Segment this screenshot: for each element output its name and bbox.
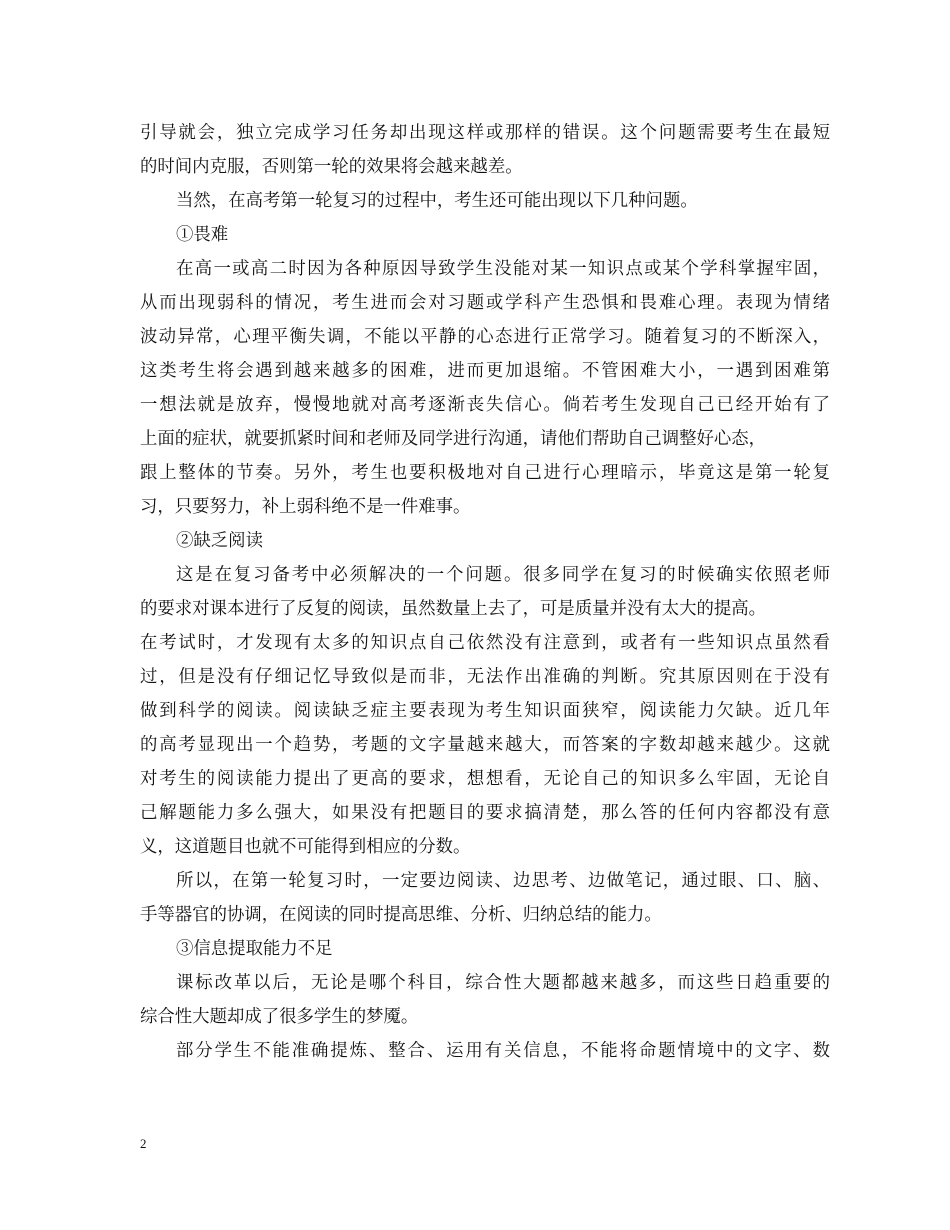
text-line: 这是在复习备考中必须解决的一个问题。很多同学在复习的时候确实依照老师 [176,565,830,585]
text-line: 所以，在第一轮复习时，一定要边阅读、边思考、边做笔记，通过眼、口、脑、 [176,871,830,891]
text-line: 义，这道题目也就不可能得到相应的分数。 [140,837,471,857]
text-line: 过，但是没有仔细记忆导致似是而非，无法作出准确的判断。究其原因则在于没有 [140,667,830,687]
text-line: 的时间内克服，否则第一轮的效果将会越来越差。 [140,157,523,177]
text-line: 部分学生不能准确提炼、整合、运用有关信息，不能将命题情境中的文字、数 [176,1041,830,1061]
text-line: 综合性大题却成了很多学生的梦魇。 [140,1007,419,1027]
text-line: 做到科学的阅读。阅读缺乏症主要表现为考生知识面狭窄，阅读能力欠缺。近几年 [140,701,830,721]
text-line: 引导就会，独立完成学习任务却出现这样或那样的错误。这个问题需要考生在最短 [140,123,830,143]
page-number: 2 [140,1136,147,1151]
text-line: 在考试时，才发现有太多的知识点自己依然没有注意到，或者有一些知识点虽然看 [140,633,830,653]
text-line: 上面的症状，就要抓紧时间和老师及同学进行沟通，请他们帮助自己调整好心态， [140,429,767,449]
text-line: 一想法就是放弃，慢慢地就对高考逐渐丧失信心。倘若考生发现自己已经开始有了 [140,395,830,415]
text-line: ②缺乏阅读 [176,531,263,551]
text-line: 在高一或高二时因为各种原因导致学生没能对某一知识点或某个学科掌握牢固， [176,259,830,279]
text-line: ①畏难 [176,225,229,245]
text-line: 从而出现弱科的情况，考生进而会对习题或学科产生恐惧和畏难心理。表现为情绪 [140,293,830,313]
text-line: 对考生的阅读能力提出了更高的要求，想想看，无论自己的知识多么牢固，无论自 [140,769,830,789]
text-line: 手等器官的协调，在阅读的同时提高思维、分析、归纳总结的能力。 [140,905,662,925]
text-line: 课标改革以后，无论是哪个科目，综合性大题都越来越多，而这些日趋重要的 [176,973,830,993]
text-line: ③信息提取能力不足 [176,939,333,959]
document-body [140,116,830,1068]
text-line: 跟上整体的节奏。另外，考生也要积极地对自己进行心理暗示，毕竟这是第一轮复 [140,463,830,483]
text-line: 波动异常，心理平衡失调，不能以平静的心态进行正常学习。随着复习的不断深入， [140,327,830,347]
text-line: 这类考生将会遇到越来越多的困难，进而更加退缩。不管困难大小，一遇到困难第 [140,361,830,381]
text-line: 当然，在高考第一轮复习的过程中，考生还可能出现以下几种问题。 [176,191,698,211]
text-line: 的要求对课本进行了反复的阅读，虽然数量上去了，可是质量并没有太大的提高。 [140,599,767,619]
text-line: 的高考显现出一个趋势，考题的文字量越来越大，而答案的字数却越来越少。这就 [140,735,830,755]
text-line: 己解题能力多么强大，如果没有把题目的要求搞清楚，那么答的任何内容都没有意 [140,803,830,823]
text-line: 习，只要努力，补上弱科绝不是一件难事。 [140,497,471,517]
